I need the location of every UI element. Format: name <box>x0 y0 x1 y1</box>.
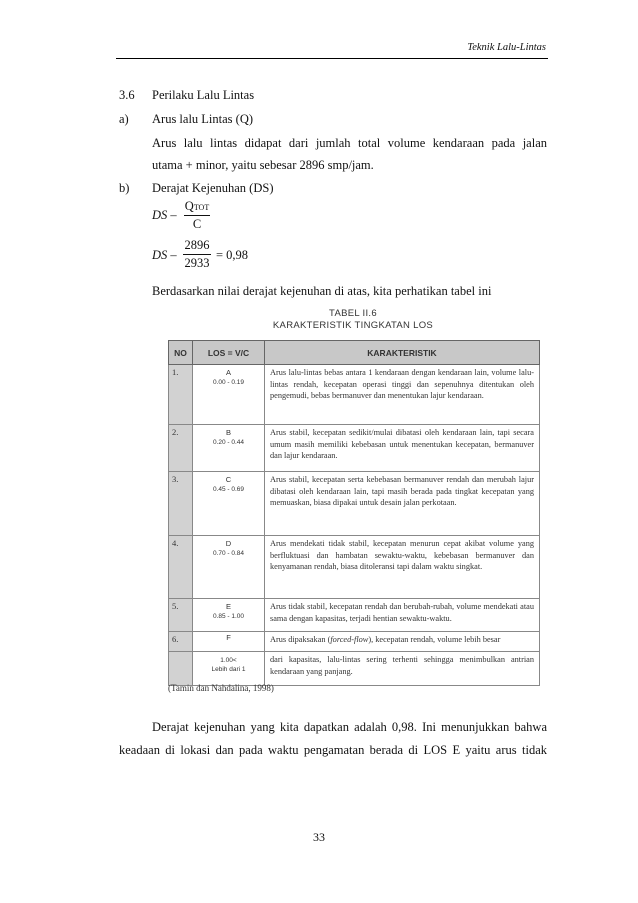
row-los <box>193 652 265 686</box>
formula2-result: = 0,98 <box>216 248 249 262</box>
row-los <box>193 536 265 599</box>
table-row <box>169 536 540 599</box>
los-range: 0.70 - 0.84 <box>212 550 245 557</box>
closing-line1: Derajat kejenuhan yang kita dapatkan adalah 0,98. Ini menunjukkan bahwa <box>152 720 547 734</box>
table-row <box>169 425 540 472</box>
running-header: Teknik Lalu-Lintas <box>467 42 546 53</box>
row-desc: Arus tidak stabil, kecepatan rendah dan berubah-rubah, volume mendekati atau sama dengan kapasitas, terjadi hentian sewaktu-waktu. <box>265 599 540 632</box>
row-no: 5. <box>169 599 193 632</box>
header-los: LOS = V/C <box>193 341 265 365</box>
table-row <box>169 652 540 686</box>
los-range: 0.45 - 0.69 <box>212 486 245 493</box>
table-row <box>169 632 540 652</box>
row-desc: Arus dipaksakan (forced-flow), kecepatan rendah, volume lebih besar <box>265 632 540 652</box>
row-desc: dari kapasitas, lalu-lintas sering terhenti sehingga menimbulkan antrian kendaraan yang panjang. <box>265 652 540 686</box>
formula2-lhs: DS – <box>152 248 177 262</box>
section-title: Perilaku Lalu Lintas <box>152 88 255 102</box>
los-range-line1: 1.00< <box>220 657 237 664</box>
formula1-fraction-bar <box>184 215 210 216</box>
formula1-fraction <box>184 199 210 232</box>
item-a-text-line2: utama + minor, yaitu sebesar 2896 smp/jam. <box>152 158 374 172</box>
table-header-row <box>169 341 540 365</box>
section-number: 3.6 <box>119 88 135 102</box>
table-row <box>169 599 540 632</box>
row-no: 2. <box>169 425 193 472</box>
row-no-empty <box>169 652 193 686</box>
row-no: 3. <box>169 472 193 536</box>
row-los <box>193 599 265 632</box>
header-rule <box>116 58 548 59</box>
row-los <box>193 365 265 425</box>
page-number: 33 <box>313 830 325 844</box>
los-range: 0.20 - 0.44 <box>212 439 245 446</box>
formula2-fraction-bar <box>183 254 211 255</box>
formula1-denominator: C <box>192 217 202 231</box>
table-row <box>169 365 540 425</box>
header-no: NO <box>169 341 193 365</box>
los-table <box>168 340 540 686</box>
los-grade: B <box>225 428 231 437</box>
table-row <box>169 472 540 536</box>
formula1-numerator: QTOT <box>184 199 210 213</box>
row-desc: Arus mendekati tidak stabil, kecepatan menurun cepat akibat volume yang berfluktuasi dan hambatan sewaktu-waktu, kebebasan bermanuver dan kenyamanan rendah, biasa ditoleransi tapi dalam waktu singkat. <box>265 536 540 599</box>
los-grade: A <box>225 368 231 377</box>
row-no: 1. <box>169 365 193 425</box>
row-desc: Arus lalu-lintas bebas antara 1 kendaraan dengan kendaraan lain, volume lalu-lintas rendah, kecepatan operasi tinggi dan sepenuhnya ditentukan oleh pengemudi, bebas bermanuver dan menentukan lajur kendaraan. <box>265 365 540 425</box>
row-no: 4. <box>169 536 193 599</box>
formula2-denominator: 2933 <box>184 256 210 270</box>
table-caption-line1: TABEL II.6 <box>329 308 377 319</box>
table-caption-line2: KARAKTERISTIK TINGKATAN LOS <box>272 320 434 331</box>
row-desc: Arus stabil, kecepatan sedikit/mulai dibatasi oleh kendaraan lain, tapi secara umum masih memiliki kebebasan untuk menentukan kecepatan, bermanuver dan lajur kendaraan. <box>265 425 540 472</box>
row-desc: Arus stabil, kecepatan serta kebebasan bermanuver rendah dan merubah lajur dibatasi oleh kendaraan lain, tapi masih berada pada tingkat kecepatan yang memuaskan, biasa dipakai untuk desain jalan perkotaan. <box>265 472 540 536</box>
row-los <box>193 425 265 472</box>
item-a-title: Arus lalu Lintas (Q) <box>152 112 254 126</box>
los-grade: E <box>225 602 231 611</box>
formula2-fraction <box>183 238 211 271</box>
row-los <box>193 472 265 536</box>
los-grade: C <box>225 475 232 484</box>
item-a-text-line1: Arus lalu lintas didapat dari jumlah total volume kendaraan pada jalan <box>152 136 547 150</box>
los-range-line2: Lebih dari 1 <box>211 666 246 673</box>
item-a-label: a) <box>119 112 129 126</box>
row-no: 6. <box>169 632 193 652</box>
table-source: (Tamin dan Nahdalina, 1998) <box>168 683 274 693</box>
los-range: 0.00 - 0.19 <box>212 379 245 386</box>
table-caption <box>168 308 538 332</box>
formula2-numerator: 2896 <box>184 238 210 252</box>
table-intro: Berdasarkan nilai derajat kejenuhan di atas, kita perhatikan tabel ini <box>152 284 492 298</box>
closing-line2: keadaan di lokasi dan pada waktu pengamatan berada di LOS E yaitu arus tidak <box>119 743 547 757</box>
formula1-lhs: DS – <box>152 208 177 222</box>
los-range: 0.85 - 1.00 <box>212 613 245 620</box>
row-los <box>193 632 265 652</box>
los-grade: D <box>225 539 232 548</box>
item-b-label: b) <box>119 181 130 195</box>
header-karakteristik: KARAKTERISTIK <box>265 341 540 365</box>
los-grade: F <box>226 633 231 642</box>
item-b-title: Derajat Kejenuhan (DS) <box>152 181 274 195</box>
